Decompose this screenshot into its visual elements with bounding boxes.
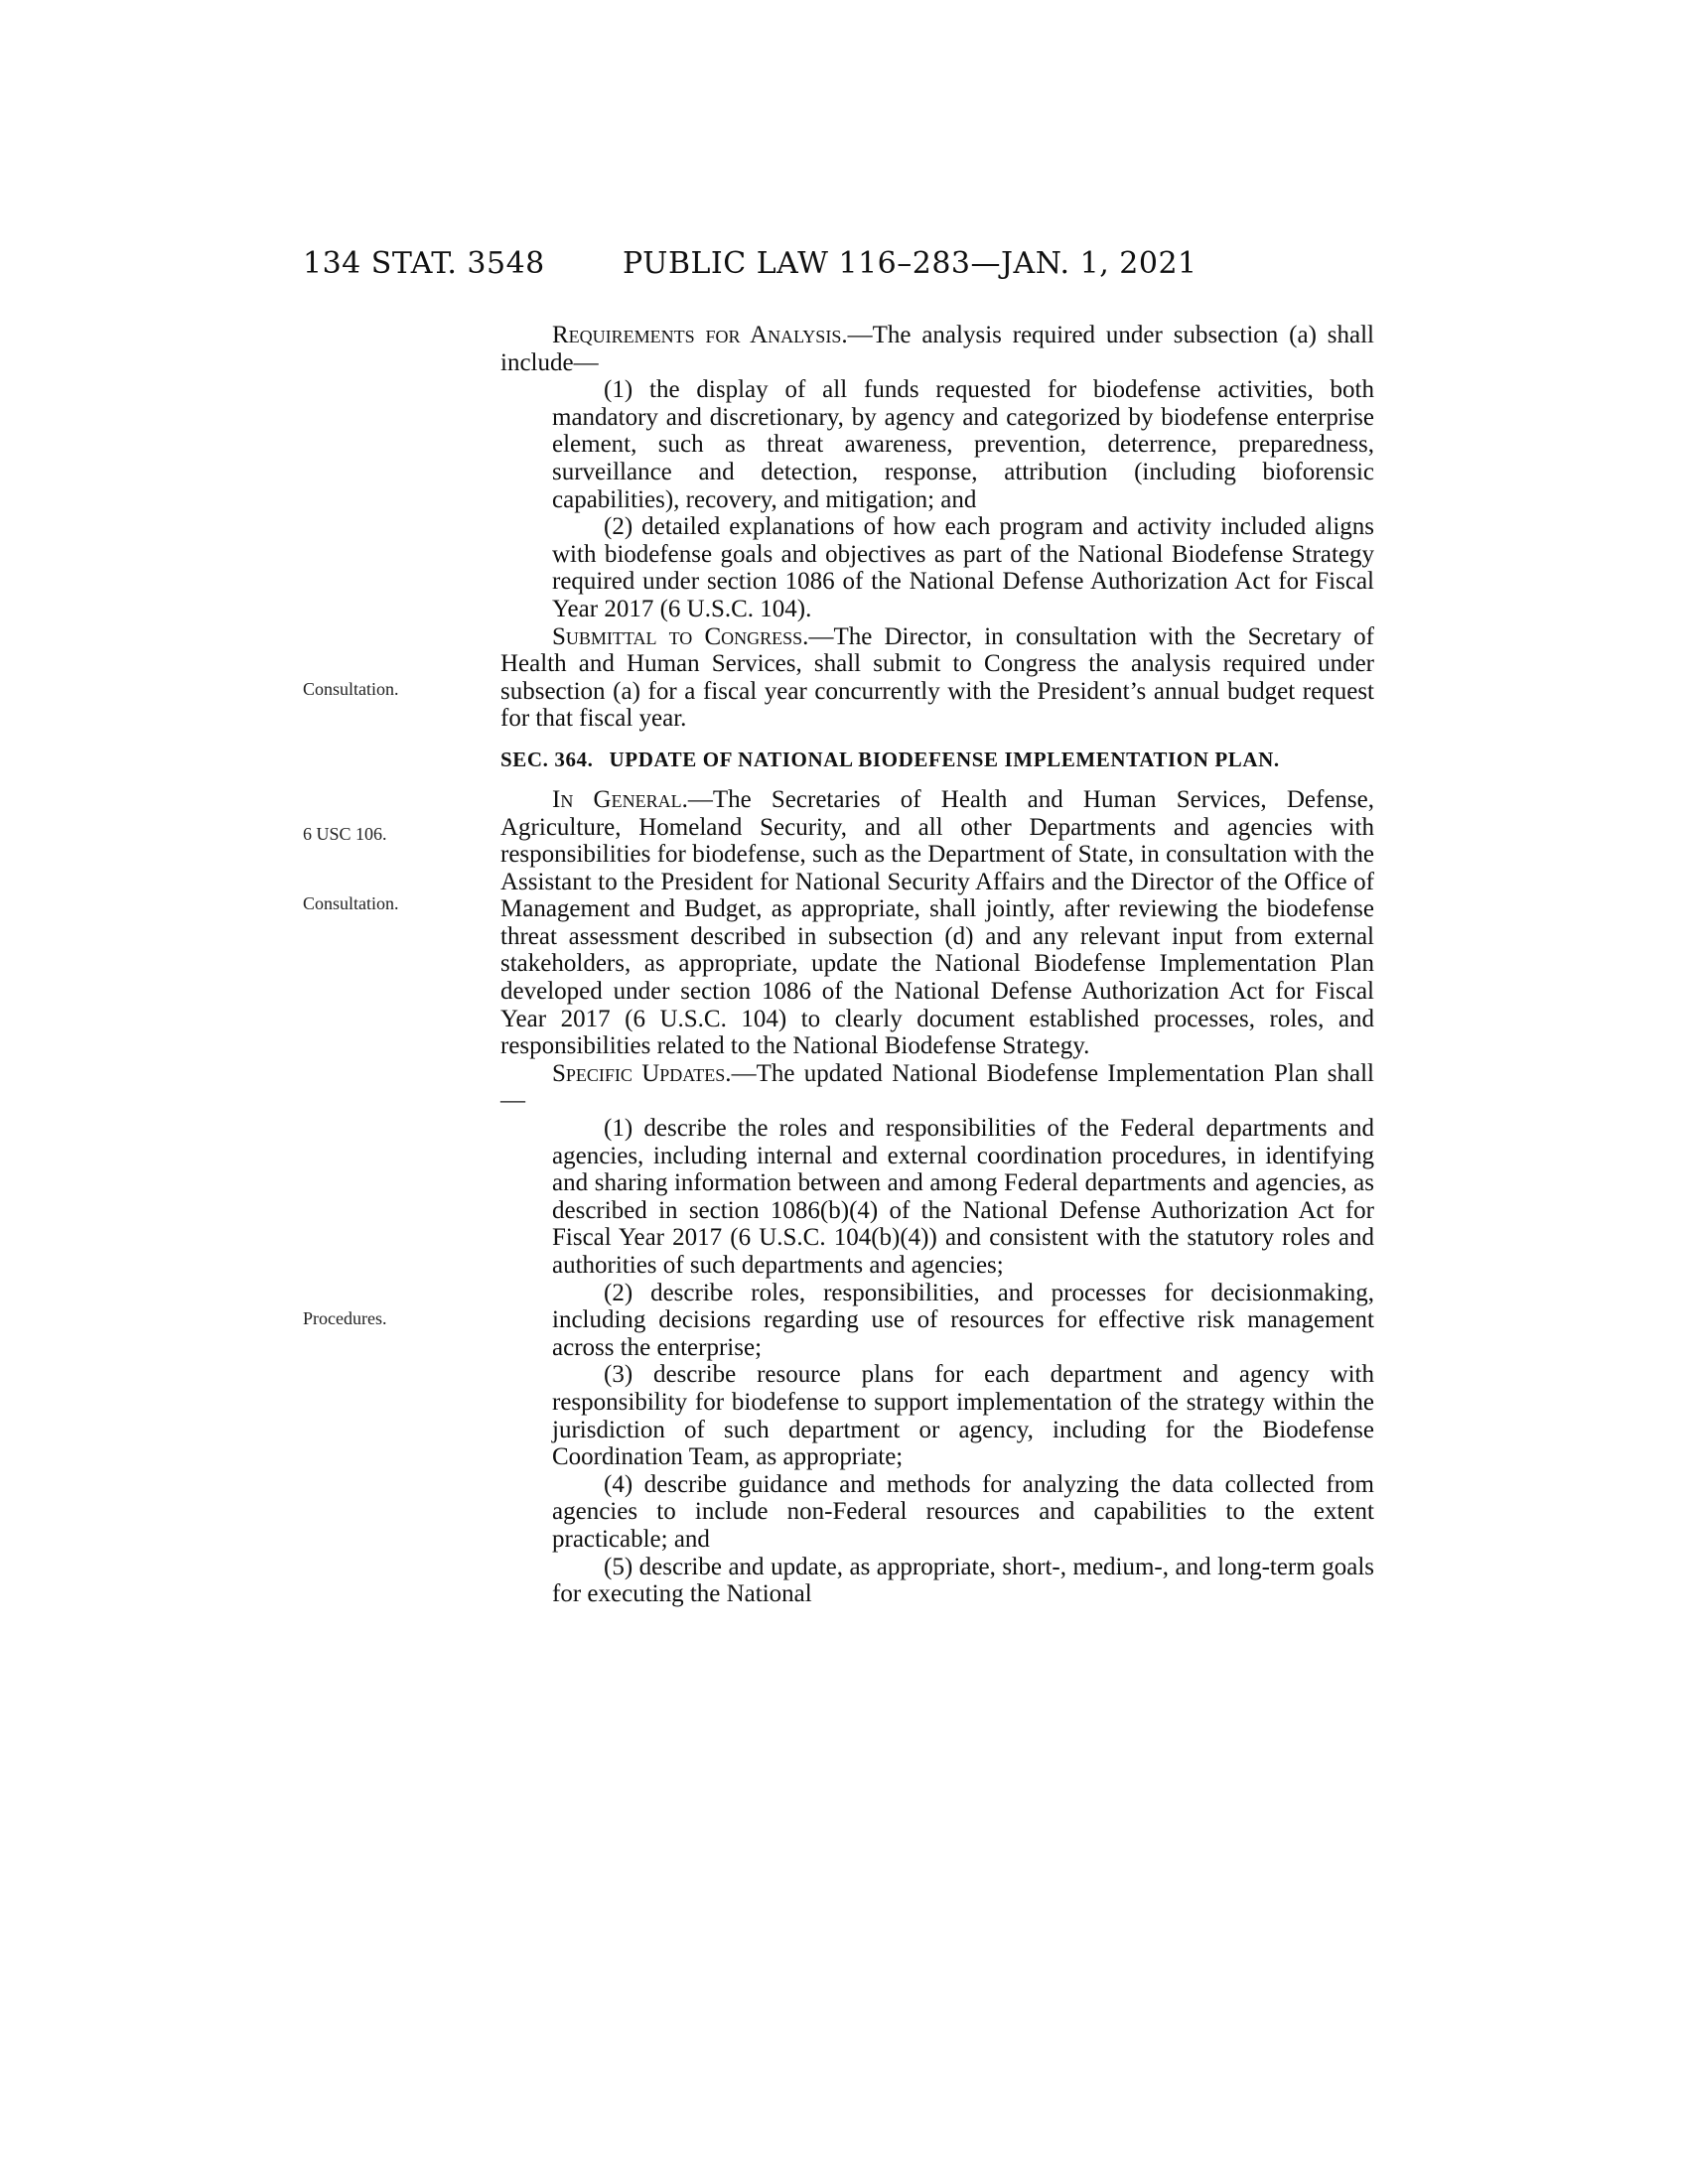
margin-note-consultation: Consultation. [303,893,399,913]
public-law-reference: PUBLIC LAW 116–283—JAN. 1, 2021 [623,246,1197,281]
subsection-heading: In General. [552,785,688,813]
subsection-heading: Specific Updates. [552,1059,732,1087]
subsection-heading: Submittal to Congress. [552,622,809,650]
subsection-text: —The Secretaries of Health and Human Services, Defense, Agriculture, Homeland Security, and all other Departments and agencies with responsibilities for biodefense, such as the Department of State, in consultation with the Assistant to the President for National Security Affairs and the Director of the Office of Management and Budget, as appropriate, shall jointly, after reviewing the biodefense threat assessment described in subsection (d) and any relevant input from external stakeholders, as appropriate, update the National Biodefense Implementation Plan developed under section 1086 of the National Defense Authorization Act for Fiscal Year 2017 (6 U.S.C. 104) to clearly document established processes, roles, and responsibilities related to the National Biodefense Strategy. [500,785,1374,1060]
subsection-text: —The Director, in consultation with the Secretary of Health and Human Services, shall submit to Congress the analysis required under subsection (a) for a fiscal year concurrently with the President’s annual budget request for that fiscal year. [500,622,1374,733]
subsection-b [500,1060,1374,1115]
paragraph-b1: (1) describe the roles and responsibilities of the Federal departments and agencies, including internal and external coordination procedures, in identifying and sharing information between and among Federal departments and agencies, as described in section 1086(b)(4) of the National Defense Authorization Act for Fiscal Year 2017 (6 U.S.C. 104(b)(4)) and consistent with the statutory roles and authorities of such departments and agencies; [552,1115,1374,1279]
subsection-heading: Requirements for Analysis. [552,322,848,348]
page-header [303,246,1370,286]
section-number: SEC. 364. [500,747,594,771]
document-body [500,322,1374,1608]
margin-note-consultation: Consultation. [303,679,399,699]
paragraph-b3: (3) describe resource plans for each department and agency with responsibility for biodefense to support implementation of the strategy within the jurisdiction of such department or agency, including for the Biodefense Coordination Team, as appropriate; [552,1361,1374,1471]
subsection-d [500,623,1374,733]
subsection-text: —The updated National Biodefense Implementation Plan shall— [500,1059,1374,1115]
paragraph-c1: (1) the display of all funds requested for biodefense activities, both mandatory and discretionary, by agency and categorized by biodefense enterprise element, such as threat awareness, prevention, deterrence, preparedness, surveillance and detection, response, attribution (including bioforensic capabilities), recovery, and mitigation; and [552,376,1374,513]
paragraph-b4: (4) describe guidance and methods for analyzing the data collected from agencies to include non-Federal resources and capabilities to the extent practicable; and [552,1470,1374,1553]
margin-note-usc: 6 USC 106. [303,824,387,844]
paragraph-c2: (2) detailed explanations of how each program and activity included aligns with biodefense goals and objectives as part of the National Biodefense Strategy required under section 1086 of the National Defense Authorization Act for Fiscal Year 2017 (6 U.S.C. 104). [552,513,1374,622]
stat-reference: 134 STAT. 3548 [303,246,545,281]
margin-note-procedures: Procedures. [303,1308,387,1328]
subsection-text: —The analysis required under subsection (a) shall include— [500,322,1374,376]
paragraph-b5: (5) describe and update, as appropriate, short-, medium-, and long-term goals for executing the National [552,1553,1374,1608]
subsection-c [500,322,1374,376]
section-heading [500,747,1374,772]
subsection-a [500,786,1374,1060]
paragraph-b2: (2) describe roles, responsibilities, and processes for decisionmaking, including decisions regarding use of resources for effective risk management across the enterprise; [552,1279,1374,1361]
section-title: UPDATE OF NATIONAL BIODEFENSE IMPLEMENTATION PLAN. [609,747,1280,771]
